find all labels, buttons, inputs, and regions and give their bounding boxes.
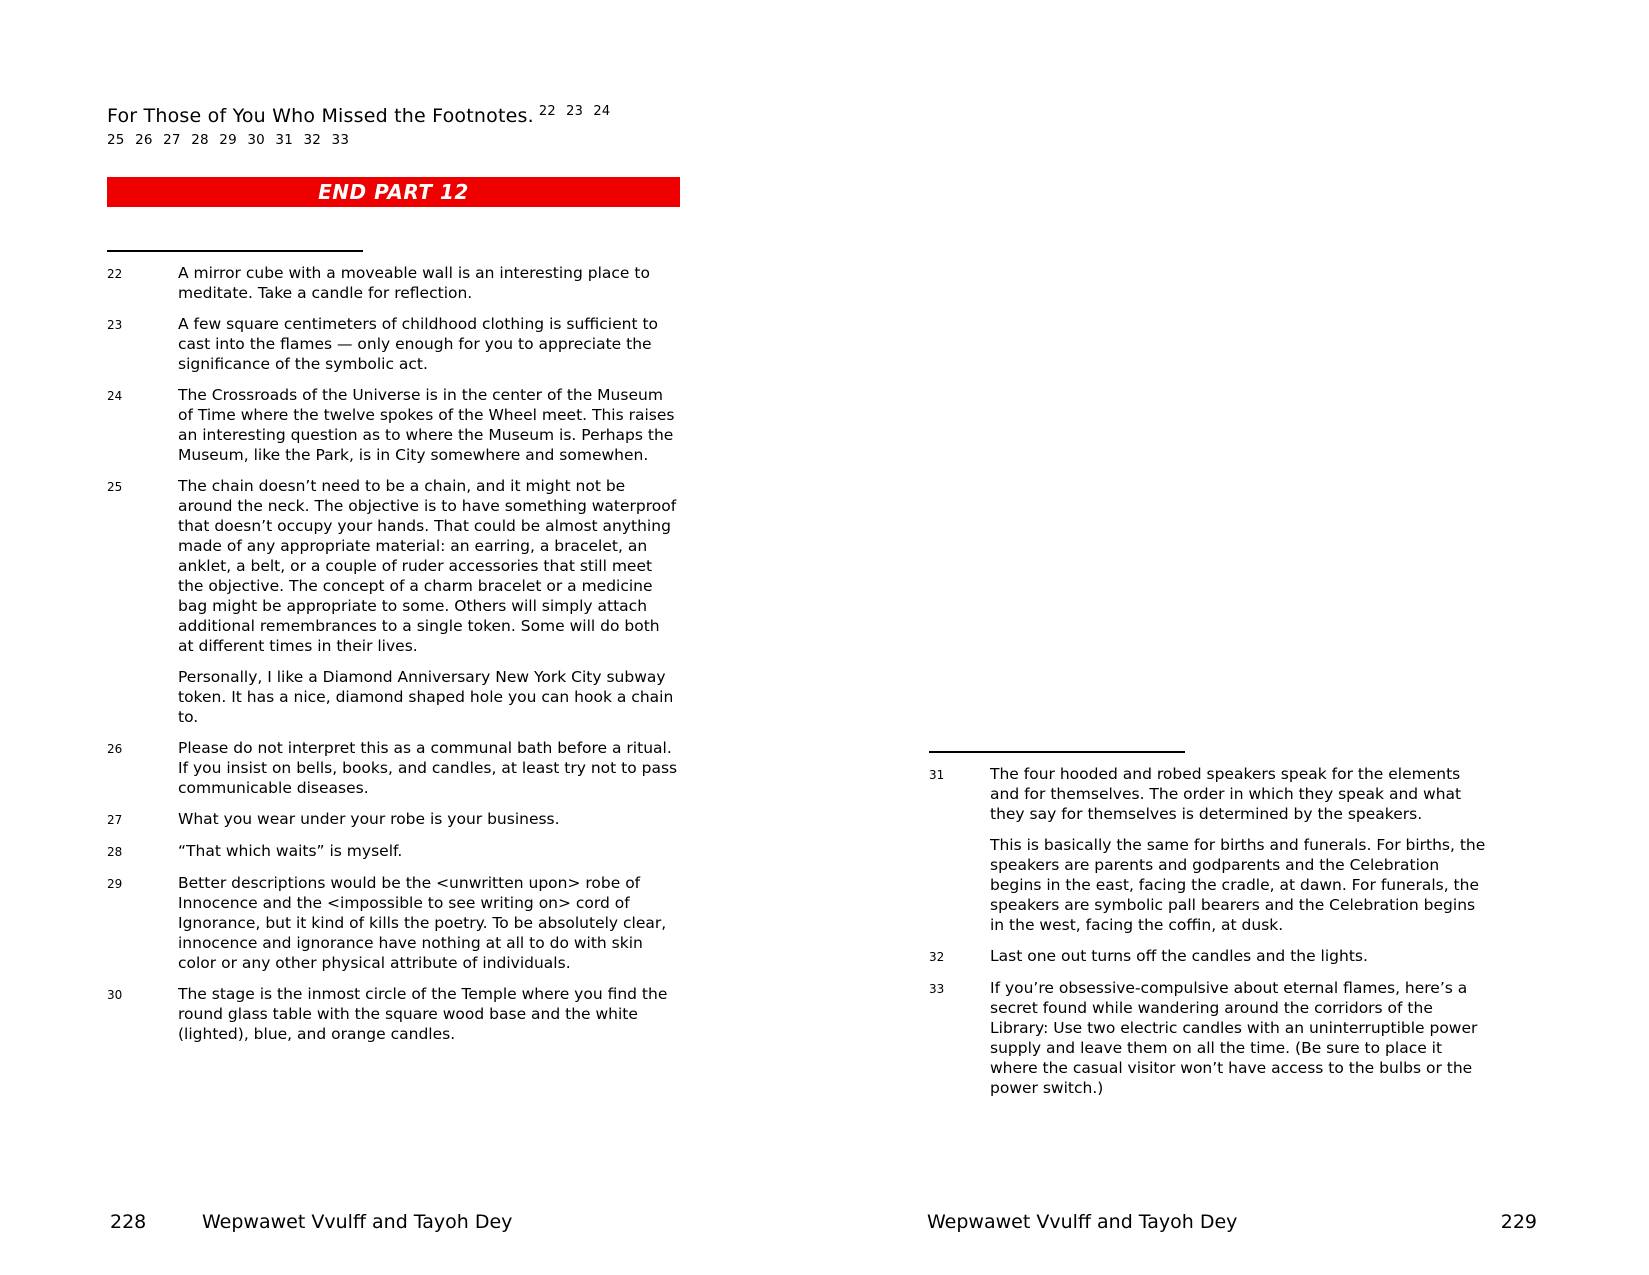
footnote-text — [990, 946, 1489, 967]
footnote-list-right — [929, 764, 1489, 1098]
footnote-number: 29 — [107, 877, 123, 891]
footnote-separator-line — [929, 751, 1185, 753]
footnote-text — [178, 984, 680, 1044]
footnote-item — [107, 841, 680, 862]
footnote-paragraph: A few square centimeters of childhood clothing is sufficient to cast into the flames — only enough for you to appreciate the significance of the symbolic act. — [178, 315, 659, 373]
footnote-paragraph: “That which waits” is myself. — [178, 842, 403, 860]
heading-footnote-refs: 22 23 24 — [538, 104, 611, 119]
footnote-text — [178, 476, 680, 727]
footnote-number: 26 — [107, 742, 123, 756]
footnote-paragraph: If you’re obsessive-compulsive about eternal flames, here’s a secret found while wandering around the corridors of the Library: Use two electric candles with an uninterruptible power supply and leave them on all the time. (Be sure to place it where the casual visitor won’t have access to the bulbs or the power switch.) — [990, 979, 1478, 1097]
page-number: 229 — [1500, 1211, 1537, 1233]
footnote-paragraph: The chain doesn’t need to be a chain, and it might not be around the neck. The objective is to have something waterproof that doesn’t occupy your hands. That could be almost anything made of any appropriate material: an earring, a bracelet, an anklet, a belt, or a couple of ruder accessories that still meet the objective. The concept of a charm bracelet or a medicine bag might be appropriate to some. Others will simply attach additional remembrances to a single token. Some will do both at different times in their lives. — [178, 477, 677, 655]
footnote-item — [107, 809, 680, 830]
footnote-number: 23 — [107, 318, 123, 332]
running-title: Wepwawet Vvulff and Tayoh Dey — [927, 1211, 1238, 1233]
footnote-item — [107, 738, 680, 798]
footnote-text — [990, 764, 1489, 935]
footnote-paragraph: What you wear under your robe is your business. — [178, 810, 560, 828]
footnote-text — [178, 873, 680, 973]
footnote-item — [107, 314, 680, 374]
footnote-text — [178, 738, 680, 798]
footnote-item — [107, 984, 680, 1044]
footnote-paragraph: Personally, I like a Diamond Anniversary New York City subway token. It has a nice, diamond shaped hole you can hook a chain to. — [178, 668, 674, 726]
footnote-text — [178, 809, 680, 830]
footnote-number: 24 — [107, 389, 123, 403]
footnote-number: 25 — [107, 480, 123, 494]
footnote-text — [178, 314, 680, 374]
section-heading — [107, 104, 680, 149]
end-part-banner: END PART 12 — [107, 177, 680, 207]
right-page-footer — [927, 1211, 1537, 1233]
footnote-paragraph: A mirror cube with a moveable wall is an interesting place to meditate. Take a candle for reflection. — [178, 264, 650, 302]
footnote-number: 22 — [107, 267, 123, 281]
footnote-text — [990, 978, 1489, 1098]
footnote-item — [107, 873, 680, 973]
footnote-separator-line — [107, 250, 363, 252]
left-page-footer — [110, 1211, 680, 1233]
footnote-paragraph: The Crossroads of the Universe is in the center of the Museum of Time where the twelve spokes of the Wheel meet. This raises an interesting question as to where the Museum is. Perhaps the Museum, like the Park, is in City somewhere and somewhen. — [178, 386, 675, 464]
footnote-paragraph: Please do not interpret this as a communal bath before a ritual. If you insist on bells, books, and candles, at least try not to pass communicable diseases. — [178, 739, 678, 797]
footnote-text — [178, 263, 680, 303]
page-number: 228 — [110, 1211, 147, 1233]
footnote-paragraph: Better descriptions would be the <unwritten upon> robe of Innocence and the <impossible to see writing on> cord of Ignorance, but it kind of kills the poetry. To be absolutely clear, innocence and ignorance have nothing at all to do with skin color or any other physical attribute of individuals. — [178, 874, 667, 972]
footnote-number: 32 — [929, 950, 945, 964]
footnote-item — [929, 764, 1489, 935]
left-page — [107, 104, 680, 1055]
footnote-text — [178, 385, 680, 465]
footnote-item — [107, 476, 680, 727]
footnote-item — [107, 385, 680, 465]
footnote-paragraph: This is basically the same for births and funerals. For births, the speakers are parents and godparents and the Celebration begins in the east, facing the cradle, at dawn. For funerals, the speakers are symbolic pall bearers and the Celebration begins in the west, facing the coffin, at dusk. — [990, 836, 1486, 934]
footnote-text — [178, 841, 680, 862]
right-page — [929, 751, 1489, 1109]
footnote-paragraph: The stage is the inmost circle of the Temple where you find the round glass table with the square wood base and the white (lighted), blue, and orange candles. — [178, 985, 668, 1043]
footnote-item — [929, 946, 1489, 967]
footnote-number: 28 — [107, 845, 123, 859]
heading-footnote-refs-wrapped: 25 26 27 28 29 30 31 32 33 — [107, 132, 350, 148]
section-heading-text: For Those of You Who Missed the Footnotes. — [107, 105, 534, 127]
footnote-number: 27 — [107, 813, 123, 827]
running-title: Wepwawet Vvulff and Tayoh Dey — [202, 1211, 513, 1233]
footnote-number: 33 — [929, 982, 945, 996]
footnote-list-left — [107, 263, 680, 1044]
footnote-paragraph: The four hooded and robed speakers speak for the elements and for themselves. The order in which they speak and what they say for themselves is determined by the speakers. — [990, 765, 1462, 823]
footnote-number: 31 — [929, 768, 945, 782]
footnote-number: 30 — [107, 988, 123, 1002]
footnote-item — [107, 263, 680, 303]
footnote-item — [929, 978, 1489, 1098]
footnote-paragraph: Last one out turns off the candles and the lights. — [990, 947, 1368, 965]
